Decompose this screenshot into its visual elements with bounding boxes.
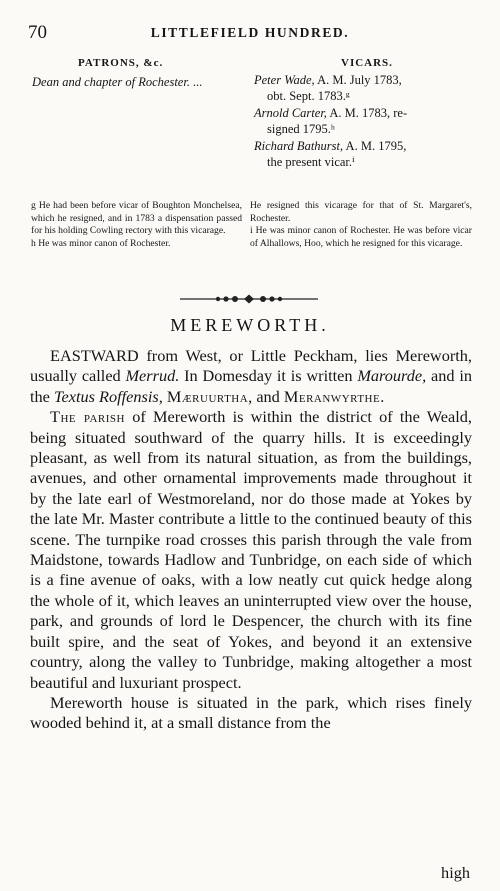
footnote: i He was minor canon of Rochester. He was before vicar of Alhallows, Hoo, which he resigned for this vicarage. <box>250 225 472 249</box>
smallcaps-term: Mæruurtha <box>166 386 249 406</box>
footnote: He resigned this vicarage for that of St. Margaret's, Rochester. <box>250 200 472 224</box>
patrons-heading: PATRONS, &c. <box>78 57 164 69</box>
footnotes-right <box>250 200 472 250</box>
vicar-detail-cont: signed 1795.ʰ <box>267 121 335 136</box>
running-title: LITTLEFIELD HUNDRED. <box>150 25 350 40</box>
vicar-detail: A. M. 1783, re- <box>326 106 408 120</box>
vicar-entry <box>254 139 470 170</box>
vicar-entry <box>254 106 470 137</box>
italic-term: Textus Roffensis, <box>53 386 163 406</box>
paragraph <box>30 346 472 407</box>
catchword: high <box>441 863 470 882</box>
vicar-name: Richard Bathurst, <box>254 139 344 153</box>
footnotes-left <box>31 200 242 250</box>
section-title: MEREWORTH. <box>170 315 330 335</box>
vicar-name: Arnold Carter, <box>254 106 327 120</box>
vicar-detail: A. M. July 1783, <box>314 73 402 87</box>
page-header <box>28 22 472 44</box>
vicar-detail-cont: the present vicar.ⁱ <box>267 154 355 169</box>
vicars-heading: VICARS. <box>341 57 393 69</box>
text-run: and in the <box>30 366 473 406</box>
vicar-detail-cont: obt. Sept. 1783.ᵍ <box>267 88 350 103</box>
smallcaps-term: Meranwyrthe <box>283 386 381 406</box>
patron-entry: Dean and chapter of Rochester. ... <box>32 75 203 89</box>
footnote: g He had been before vicar of Boughton Monchelsea, which he resigned, and in 1783 a dispensation passed for his holding Cowling rectory with this vicarage. <box>31 200 242 237</box>
ornament-divider-icon <box>178 294 320 304</box>
body-text <box>30 346 472 734</box>
paragraph <box>30 693 472 734</box>
vicar-entry <box>254 73 470 104</box>
text-run: of Mereworth is within the district of the Weald, being situated southward of the quarry hills. It is exceedingly pleasant, as well from its natural situation, as from the buildings, avenues, and other ornamental improvements made throughout it by the late earl of Westmoreland, nor do those made at Yokes by the late Mr. Master contribute a little to the continued beauty of this scene. The turnpike road crosses this parish through the vale from Maidstone, towards Hadlow and Tunbridge, on each side of which is a fine avenue of oaks, with a low neatly cut quick hedge along the whole of it, which leaves an uninterrupted view over the house, park, and grounds of lord le Despencer, the church with its fine built spire, and the seat of Yokes, and beyond it an extensive country, along the valley to Tunbridge, making altogether a most beautiful and luxuriant prospect. <box>30 407 472 692</box>
italic-term: Merrud. <box>125 366 180 386</box>
paragraph <box>30 407 472 693</box>
vicar-detail: A. M. 1795, <box>343 139 407 153</box>
text-run: . <box>380 386 385 406</box>
text-run: , and <box>248 386 284 406</box>
text-run: Mereworth house is situated in the park, which rises finely wooded behind it, at a small distance from the <box>30 692 472 733</box>
vicar-name: Peter Wade, <box>254 73 315 87</box>
page-number: 70 <box>28 22 47 43</box>
smallcaps-lead: The parish <box>50 407 125 427</box>
text-run: EASTWARD from West, or Little Peckham, lies Mereworth, usually called <box>30 346 472 386</box>
text-run: In Domesday it is written <box>179 366 358 386</box>
footnote: h He was minor canon of Rochester. <box>31 237 171 249</box>
italic-term: Marourde, <box>357 366 427 386</box>
vicars-list <box>254 73 470 172</box>
